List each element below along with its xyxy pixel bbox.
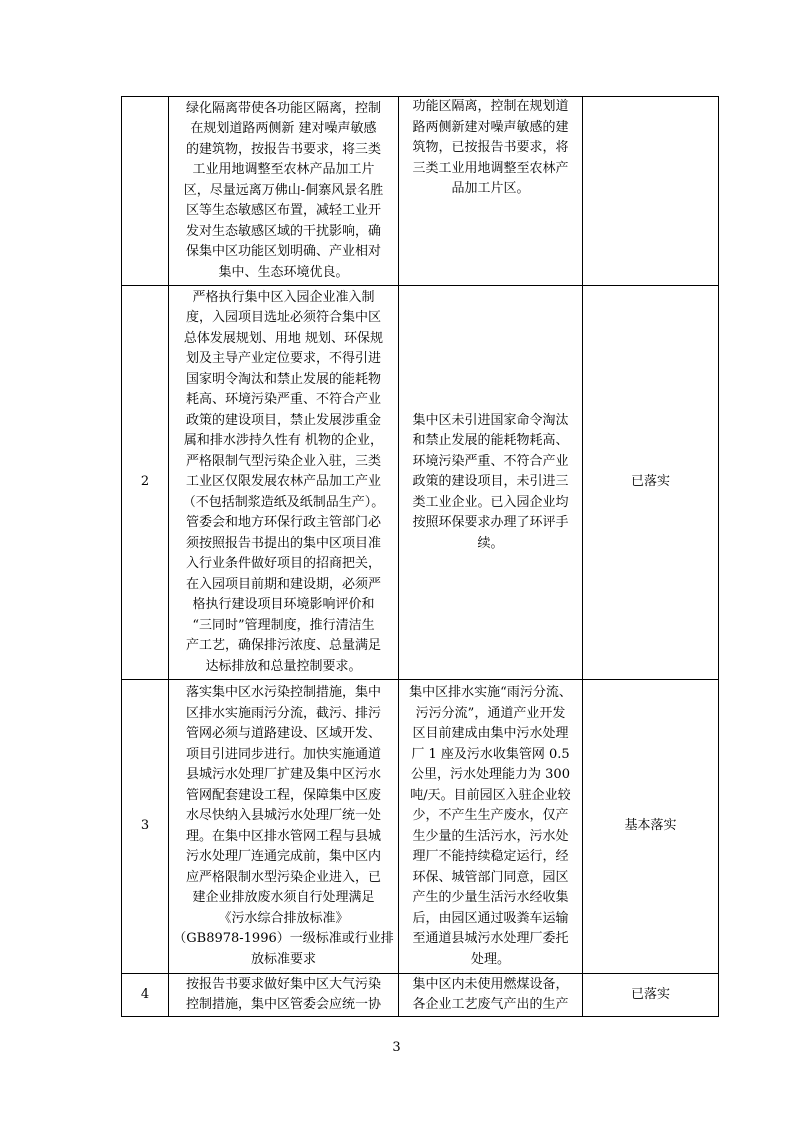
implementation-cell: 功能区隔离，控制在规划道 路两侧新建对噪声敏感的建 筑物，已按报告书要求，将 三类工业用地调整至农林产 品加工片区。 (399, 97, 583, 286)
requirement-cell: 落实集中区水污染控制措施，集中 区排水实施雨污分流，截污、排污 管网必须与道路建设、区域开发、 项目引进同步进行。加快实施通道 县城污水处理厂扩建及集中区污水 管网配套建设工程，保障集中区废 水尽快纳入县城污水处理厂统一处 理。在集中区排水管网工程与县城 污水处理厂连通完成前，集中区内 应严格限制水型污染企业进入，已 建企业排放废水须自行处理满足 《污水综合排放标准》 （GB8978-1996）一级标准或行业排 放标准要求 (169, 680, 399, 974)
row-number-cell: 2 (122, 286, 169, 680)
table-row (122, 974, 719, 1017)
row-number-cell: 3 (122, 680, 169, 974)
status-cell: 已落实 (583, 286, 719, 680)
status-cell: 已落实 (583, 974, 719, 1017)
table-row (122, 286, 719, 680)
status-cell: 基本落实 (583, 680, 719, 974)
row-number-cell (122, 97, 169, 286)
implementation-cell: 集中区未引进国家命令淘汰 和禁止发展的能耗物耗高、 环境污染严重、不符合产业 政策的建设项目，未引进三 类工业企业。已入园企业均 按照环保要求办理了环评手 续。 (399, 286, 583, 680)
measures-table (121, 96, 719, 1017)
page-number: 3 (392, 1040, 401, 1055)
row-number-cell: 4 (122, 974, 169, 1017)
implementation-cell: 集中区排水实施“雨污分流、 污污分流”，通道产业开发 区目前建成由集中污水处理 厂 1 座及污水收集管网 0.5 公里，污水处理能力为 300 吨/天。目前园区入驻企业较 少，不产生生产废水，仅产 生少量的生活污水，污水处 理厂不能持续稳定运行，经 环保、城管部门同意，园区 产生的少量生活污水经收集 后，由园区通过吸粪车运输 至通道县城污水处理厂委托 处理。 (399, 680, 583, 974)
requirement-cell: 按报告书要求做好集中区大气污染 控制措施，集中区管委会应统一协 (169, 974, 399, 1017)
requirement-cell: 绿化隔离带使各功能区隔离，控制 在规划道路两侧新 建对噪声敏感 的建筑物，按报告书要求，将三类 工业用地调整至农林产品加工片 区，尽量远离万佛山-侗寨风景名胜 区等生态敏感区布置，减轻工业开 发对生态敏感区域的干扰影响，确 保集中区功能区划明确、产业相对 集中、生态环境优良。 (169, 97, 399, 286)
status-cell (583, 97, 719, 286)
table-row (122, 680, 719, 974)
implementation-cell: 集中区内未使用燃煤设备， 各企业工艺废气产出的生产 (399, 974, 583, 1017)
table-row (122, 97, 719, 286)
requirement-cell: 严格执行集中区入园企业准入制 度，入园项目选址必须符合集中区 总体发展规划、用地 规划、环保规 划及主导产业定位要求，不得引进 国家明令淘汰和禁止发展的能耗物 耗高、环境污染严重、不符合产业 政策的建设项目，禁止发展涉重金 属和排水涉持久性有 机物的企业， 严格限制气型污染企业入驻，三类 工业区仅限发展农林产品加工产业 （不包括制浆造纸及纸制品生产）。 管委会和地方环保行政主管部门必 须按照报告书提出的集中区项目准 入行业条件做好项目的招商把关， 在入园项目前期和建设期，必须严 格执行建设项目环境影响评价和 “三同时”管理制度，推行清洁生 产工艺，确保排污浓度、总量满足 达标排放和总量控制要求。 (169, 286, 399, 680)
